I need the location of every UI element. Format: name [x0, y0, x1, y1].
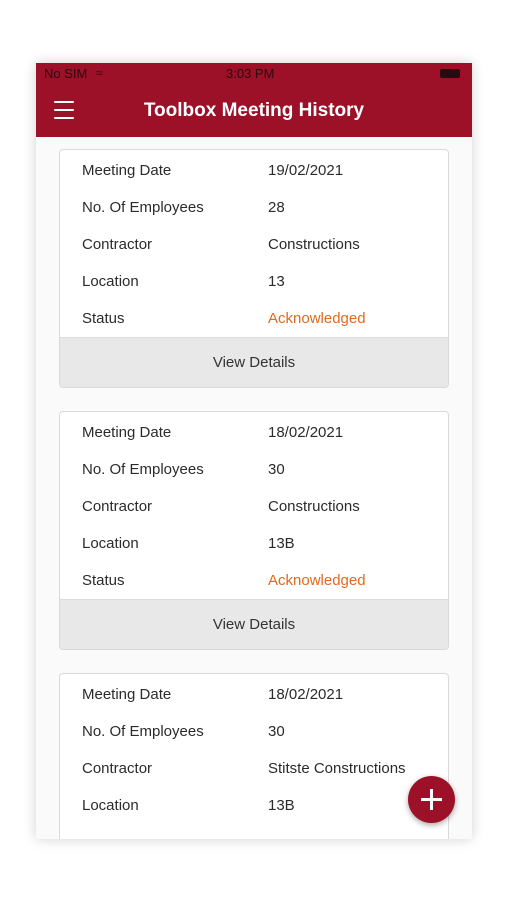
page-title: Toolbox Meeting History	[143, 100, 365, 121]
status-badge: Acknowledged	[268, 310, 366, 327]
status-row	[60, 562, 448, 599]
app-bar	[36, 85, 472, 137]
employees-label: No. Of Employees	[82, 199, 204, 216]
location-label: Location	[82, 797, 139, 814]
contractor-value: Constructions	[268, 236, 360, 253]
phone-screen	[36, 63, 472, 839]
add-meeting-button[interactable]	[408, 776, 455, 823]
meeting-card	[59, 673, 449, 839]
employees-row	[60, 713, 448, 750]
contractor-value: Stitste Constructions	[268, 760, 406, 777]
contractor-row	[60, 226, 448, 263]
location-label: Location	[82, 535, 139, 552]
employees-value: 30	[268, 723, 285, 740]
location-row	[60, 787, 448, 824]
meeting-card	[59, 149, 449, 388]
meeting-card	[59, 411, 449, 650]
employees-value: 30	[268, 461, 285, 478]
location-value: 13B	[268, 535, 295, 552]
meeting-date-value: 19/02/2021	[268, 162, 344, 179]
location-value: 13B	[268, 797, 295, 814]
view-details-button[interactable]: View Details	[60, 337, 448, 387]
meeting-date-label: Meeting Date	[82, 162, 172, 179]
meeting-date-value: 18/02/2021	[268, 686, 344, 703]
employees-row	[60, 189, 448, 226]
contractor-label: Contractor	[82, 760, 153, 777]
location-value: 13	[268, 273, 285, 290]
status-time: 3:03 PM	[226, 66, 275, 81]
view-details-button[interactable]: View Details	[60, 599, 448, 649]
location-row	[60, 263, 448, 300]
meeting-list[interactable]	[36, 137, 472, 839]
status-bar	[36, 63, 472, 85]
employees-label: No. Of Employees	[82, 461, 204, 478]
meeting-date-row	[60, 414, 448, 451]
contractor-value: Constructions	[268, 498, 360, 515]
status-label: Status	[82, 572, 125, 589]
status-row	[60, 300, 448, 337]
meeting-date-row	[60, 676, 448, 713]
meeting-date-value: 18/02/2021	[268, 424, 344, 441]
meeting-date-label: Meeting Date	[82, 686, 172, 703]
meeting-date-row	[60, 152, 448, 189]
contractor-row	[60, 750, 448, 787]
status-label: Status	[82, 310, 125, 327]
wifi-icon: ≈	[96, 66, 103, 80]
employees-value: 28	[268, 199, 285, 216]
battery-icon	[440, 69, 460, 78]
contractor-row	[60, 488, 448, 525]
location-row	[60, 525, 448, 562]
contractor-label: Contractor	[82, 498, 153, 515]
carrier-label: No SIM	[44, 66, 88, 81]
contractor-label: Contractor	[82, 236, 153, 253]
employees-label: No. Of Employees	[82, 723, 204, 740]
meeting-date-label: Meeting Date	[82, 424, 172, 441]
status-badge: Acknowledged	[268, 572, 366, 589]
employees-row	[60, 451, 448, 488]
location-label: Location	[82, 273, 139, 290]
